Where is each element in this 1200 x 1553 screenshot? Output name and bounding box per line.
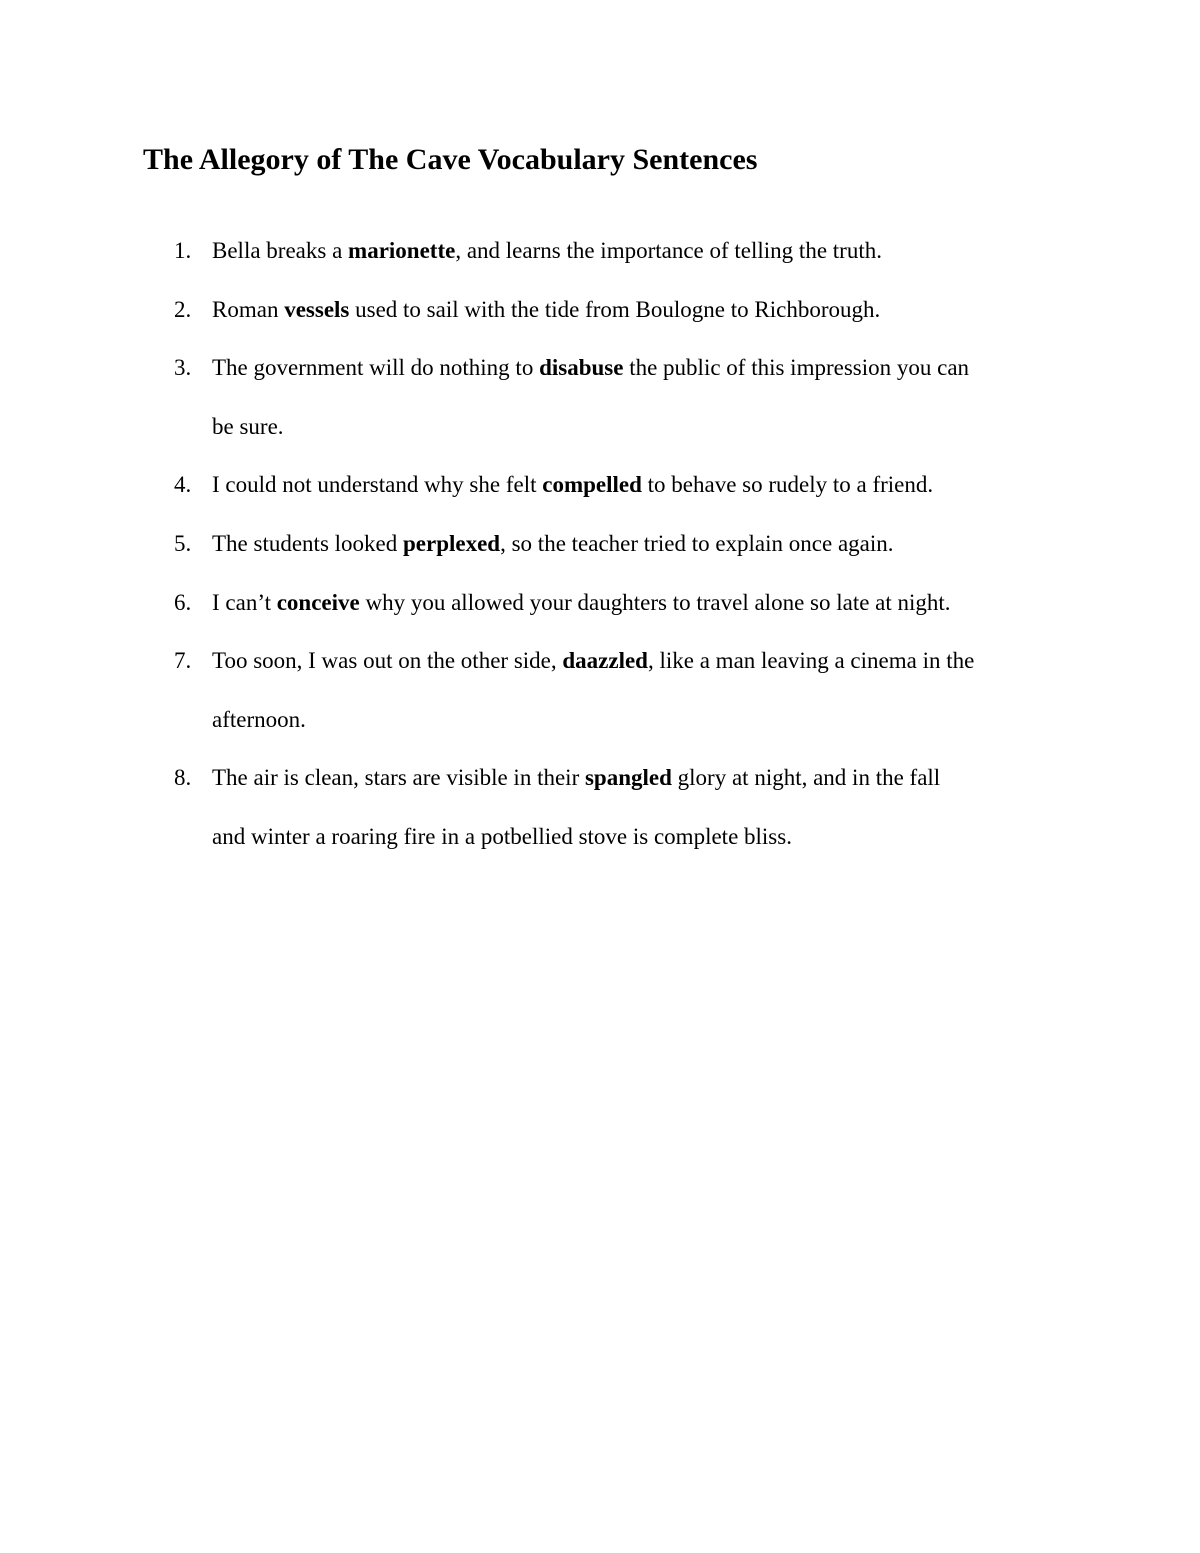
text-before: Bella breaks a — [212, 238, 349, 263]
text-before: I could not understand why she felt — [212, 472, 543, 498]
sentence-text — [212, 632, 1072, 749]
sentence-text — [212, 749, 1072, 866]
vocabulary-sentence-list — [0, 222, 1200, 867]
sentence-text — [212, 456, 1072, 515]
sentence-line — [212, 398, 1072, 457]
list-item — [0, 749, 1200, 866]
text-before: be sure. — [212, 413, 284, 439]
sentence-text — [212, 222, 1072, 281]
text-before: The students looked — [212, 530, 403, 556]
item-number: 1. — [174, 238, 192, 263]
text-before: I can’t — [212, 589, 277, 615]
vocab-word: conceive — [276, 589, 360, 615]
sentence-text — [212, 515, 1072, 574]
text-before: and winter a roaring fire in a potbellied stove is complete bliss. — [212, 823, 792, 849]
list-item — [0, 281, 1200, 340]
item-number: 7. — [174, 648, 192, 674]
list-item — [0, 632, 1200, 749]
item-number: 2. — [174, 296, 192, 322]
text-after: to behave so rudely to a friend. — [641, 472, 934, 498]
vocab-word: vessels — [284, 296, 350, 322]
text-after: glory at night, and in the fall — [671, 765, 941, 791]
vocab-word: daazzled — [562, 648, 648, 674]
text-after: used to sail with the tide from Boulogne to Richborough. — [349, 296, 881, 322]
text-after: the public of this impression you can — [623, 355, 970, 381]
sentence-line — [212, 574, 1072, 633]
item-number: 5. — [174, 530, 192, 556]
text-before: The government will do nothing to — [212, 355, 540, 381]
item-number: 3. — [174, 355, 192, 381]
sentence-line — [212, 281, 1072, 340]
list-item — [0, 456, 1200, 515]
sentence-line — [212, 456, 1072, 515]
sentence-text — [212, 281, 1072, 340]
vocab-word: spangled — [584, 765, 672, 791]
text-before: afternoon. — [212, 706, 306, 732]
list-item — [0, 574, 1200, 633]
sentence-line — [212, 515, 1072, 574]
sentence-line — [212, 749, 1072, 808]
text-before: Roman — [212, 296, 285, 322]
sentence-line — [212, 691, 1072, 750]
text-before: The air is clean, stars are visible in their — [212, 765, 585, 791]
item-number: 4. — [174, 472, 192, 498]
text-after: why you allowed your daughters to travel alone so late at night. — [359, 589, 951, 615]
vocab-word: marionette — [348, 238, 456, 263]
text-before: Too soon, I was out on the other side, — [212, 648, 563, 674]
sentence-text — [212, 574, 1072, 633]
sentence-line — [212, 632, 1072, 691]
sentence-text — [212, 339, 1072, 456]
vocab-word: compelled — [542, 472, 642, 498]
item-number: 8. — [174, 765, 192, 791]
list-item — [0, 515, 1200, 574]
sentence-line — [212, 808, 1072, 867]
text-after: , so the teacher tried to explain once again. — [500, 530, 894, 556]
list-item — [0, 222, 1200, 281]
document-title: The Allegory of The Cave Vocabulary Sentences — [143, 143, 758, 176]
item-number: 6. — [174, 589, 192, 615]
text-after: , and learns the importance of telling the truth. — [455, 238, 882, 263]
text-after: , like a man leaving a cinema in the — [647, 648, 975, 674]
vocab-word: perplexed — [403, 530, 501, 556]
vocab-word: disabuse — [539, 355, 624, 381]
list-item — [0, 339, 1200, 456]
sentence-line — [212, 222, 1072, 281]
sentence-line — [212, 339, 1072, 398]
